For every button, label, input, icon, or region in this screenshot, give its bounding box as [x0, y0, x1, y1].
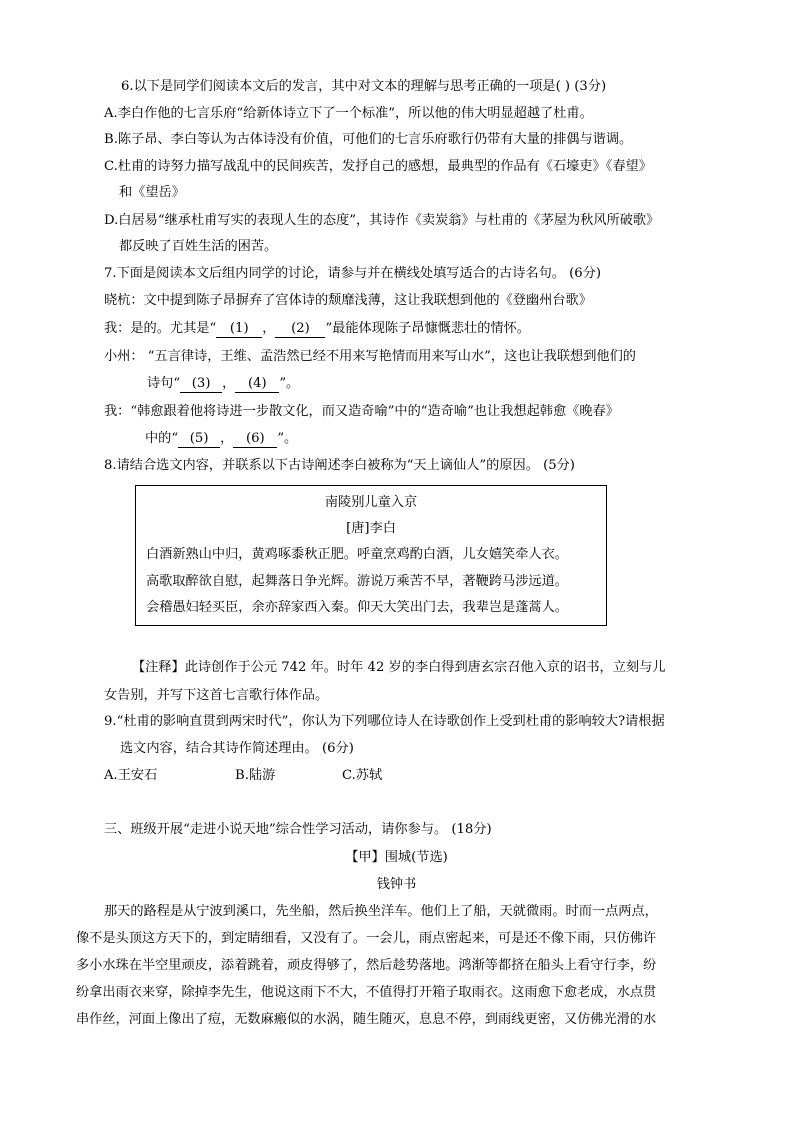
excerpt-paragraph-line2: 像不是头顶这方天下的，到定睛细看，又没有了。一会儿，雨点密起来，可是还不像下雨，只仿佛许 [76, 931, 657, 946]
q8-note-line1: 【注释】此诗创作于公元 742 年。时年 42 岁的李白得到唐玄宗召他入京的诏书，立刻与儿 [132, 660, 666, 675]
poem-line-3: 会稽愚妇轻买臣，余亦辞家西入秦。仰天大笑出门去，我辈岂是蓬蒿人。 [146, 600, 568, 615]
poem-box [135, 485, 607, 626]
section3-heading: 三、班级开展“走进小说天地”综合性学习活动，请你参与。 (18分) [104, 822, 492, 837]
blank-1[interactable]: (1) [216, 321, 262, 338]
excerpt-paragraph-line3: 多小水珠在半空里顽皮，添着跳着，顽皮得够了，然后趁势落地。鸿渐等都挤在船头上看守行李，纷 [76, 958, 657, 973]
q9-stem-line2: 选文内容，结合其诗作简述理由。 (6分) [120, 741, 354, 756]
q7-me-line2: 我：“韩愈跟着他将诗进一步散文化，而又造奇喻”中的“造奇喻”也让我想起韩愈《晚春》 [104, 404, 619, 419]
q7-me-line3: 中的“ (5) ， (6) ”。 [145, 431, 298, 446]
excerpt-paragraph-line1: 那天的路程是从宁波到溪口，先坐船，然后换坐洋车。他们上了船，天就微雨。时而一点两点， [104, 904, 658, 919]
q9-stem-line1: 9.“杜甫的影响直贯到两宋时代”，你认为下列哪位诗人在诗歌创作上受到杜甫的影响较大?请根据 [104, 714, 665, 729]
q7-me-line1: 我：是的。尤其是“ (1) ， (2) ”最能体现陈子昂慷慨悲壮的情怀。 [104, 321, 530, 336]
q8-note-line2: 女告别，并写下这首七言歌行体作品。 [104, 688, 329, 703]
excerpt-paragraph-line5: 串作丝，河面上像出了痘，无数麻瘢似的水涡，随生随灭，息息不停，到雨线更密，又仿佛光滑的水 [76, 1012, 657, 1027]
blank-2[interactable]: (2) [275, 321, 325, 338]
excerpt-paragraph-line4: 纷拿出雨衣来穿，除掉李先生，他说这雨下不大，不值得打开箱子取雨衣。这雨愈下愈老成，水点贯 [76, 985, 657, 1000]
q7-xiaozhou-line2: 诗句“ (3) ， (4) ”。 [147, 376, 300, 391]
excerpt-title: 【甲】围城(节选) [345, 850, 448, 865]
blank-5[interactable]: (5) [178, 431, 220, 448]
blank-4[interactable]: (4) [235, 376, 279, 393]
q7-xiaohang: 晓杭：文中提到陈子昂摒弃了宫体诗的颓靡浅薄，这让我联想到他的《登幽州台歌》 [104, 293, 592, 308]
excerpt-author: 钱钟书 [376, 877, 417, 892]
q7-stem: 7.下面是阅读本文后组内同学的讨论，请参与并在横线处填写适合的古诗名句。 (6分) [104, 266, 602, 281]
poem-title: 南陵别儿童入京 [324, 495, 418, 510]
blank-6[interactable]: (6) [233, 431, 277, 448]
q8-stem: 8.请结合选文内容，并联系以下古诗阐述李白被称为“天上谪仙人”的原因。 (5分) [104, 458, 575, 473]
q9-option-b: B.陆游 [235, 768, 276, 783]
blank-3[interactable]: (3) [180, 376, 222, 393]
q6-option-b: B.陈子昂、李白等认为古体诗没有价值，可他们的七言乐府歌行仍带有大量的排偶与谐调。 [104, 132, 633, 147]
q6-option-d-line2: 都反映了百姓生活的困苦。 [119, 239, 278, 254]
q9-option-a: A.王安石 [104, 768, 158, 783]
q9-option-c: C.苏轼 [342, 768, 383, 783]
q7-xiaozhou-line1: 小州： “五言律诗，王维、孟浩然已经不用来写艳情而用来写山水”，这也让我联想到他们的 [104, 349, 636, 364]
poem-author: [唐]李白 [346, 521, 396, 536]
q6-option-d-line1: D.白居易“继承杜甫写实的表现人生的态度”，其诗作《卖炭翁》与杜甫的《茅屋为秋风所破歌》 [104, 213, 660, 228]
q6-stem: 6.以下是同学们阅读本文后的发言，其中对文本的理解与思考正确的一项是( ) (3分) [121, 79, 607, 94]
poem-line-2: 高歌取醉欲自慰，起舞落日争光辉。游说万乘苦不早，著鞭跨马涉远道。 [146, 574, 568, 589]
poem-line-1: 白酒新熟山中归，黄鸡啄黍秋正肥。呼童烹鸡酌白酒，儿女嬉笑牵人衣。 [146, 547, 568, 562]
q6-option-c-line2: 和《望岳》 [119, 185, 185, 200]
q6-option-c-line1: C.杜甫的诗努力描写战乱中的民间疾苦，发抒自己的感想，最典型的作品有《石壕吏》《春望》 [104, 159, 652, 174]
q6-option-a: A.李白作他的七言乐府“给新体诗立下了一个标准”，所以他的伟大明显超越了杜甫。 [104, 106, 593, 121]
